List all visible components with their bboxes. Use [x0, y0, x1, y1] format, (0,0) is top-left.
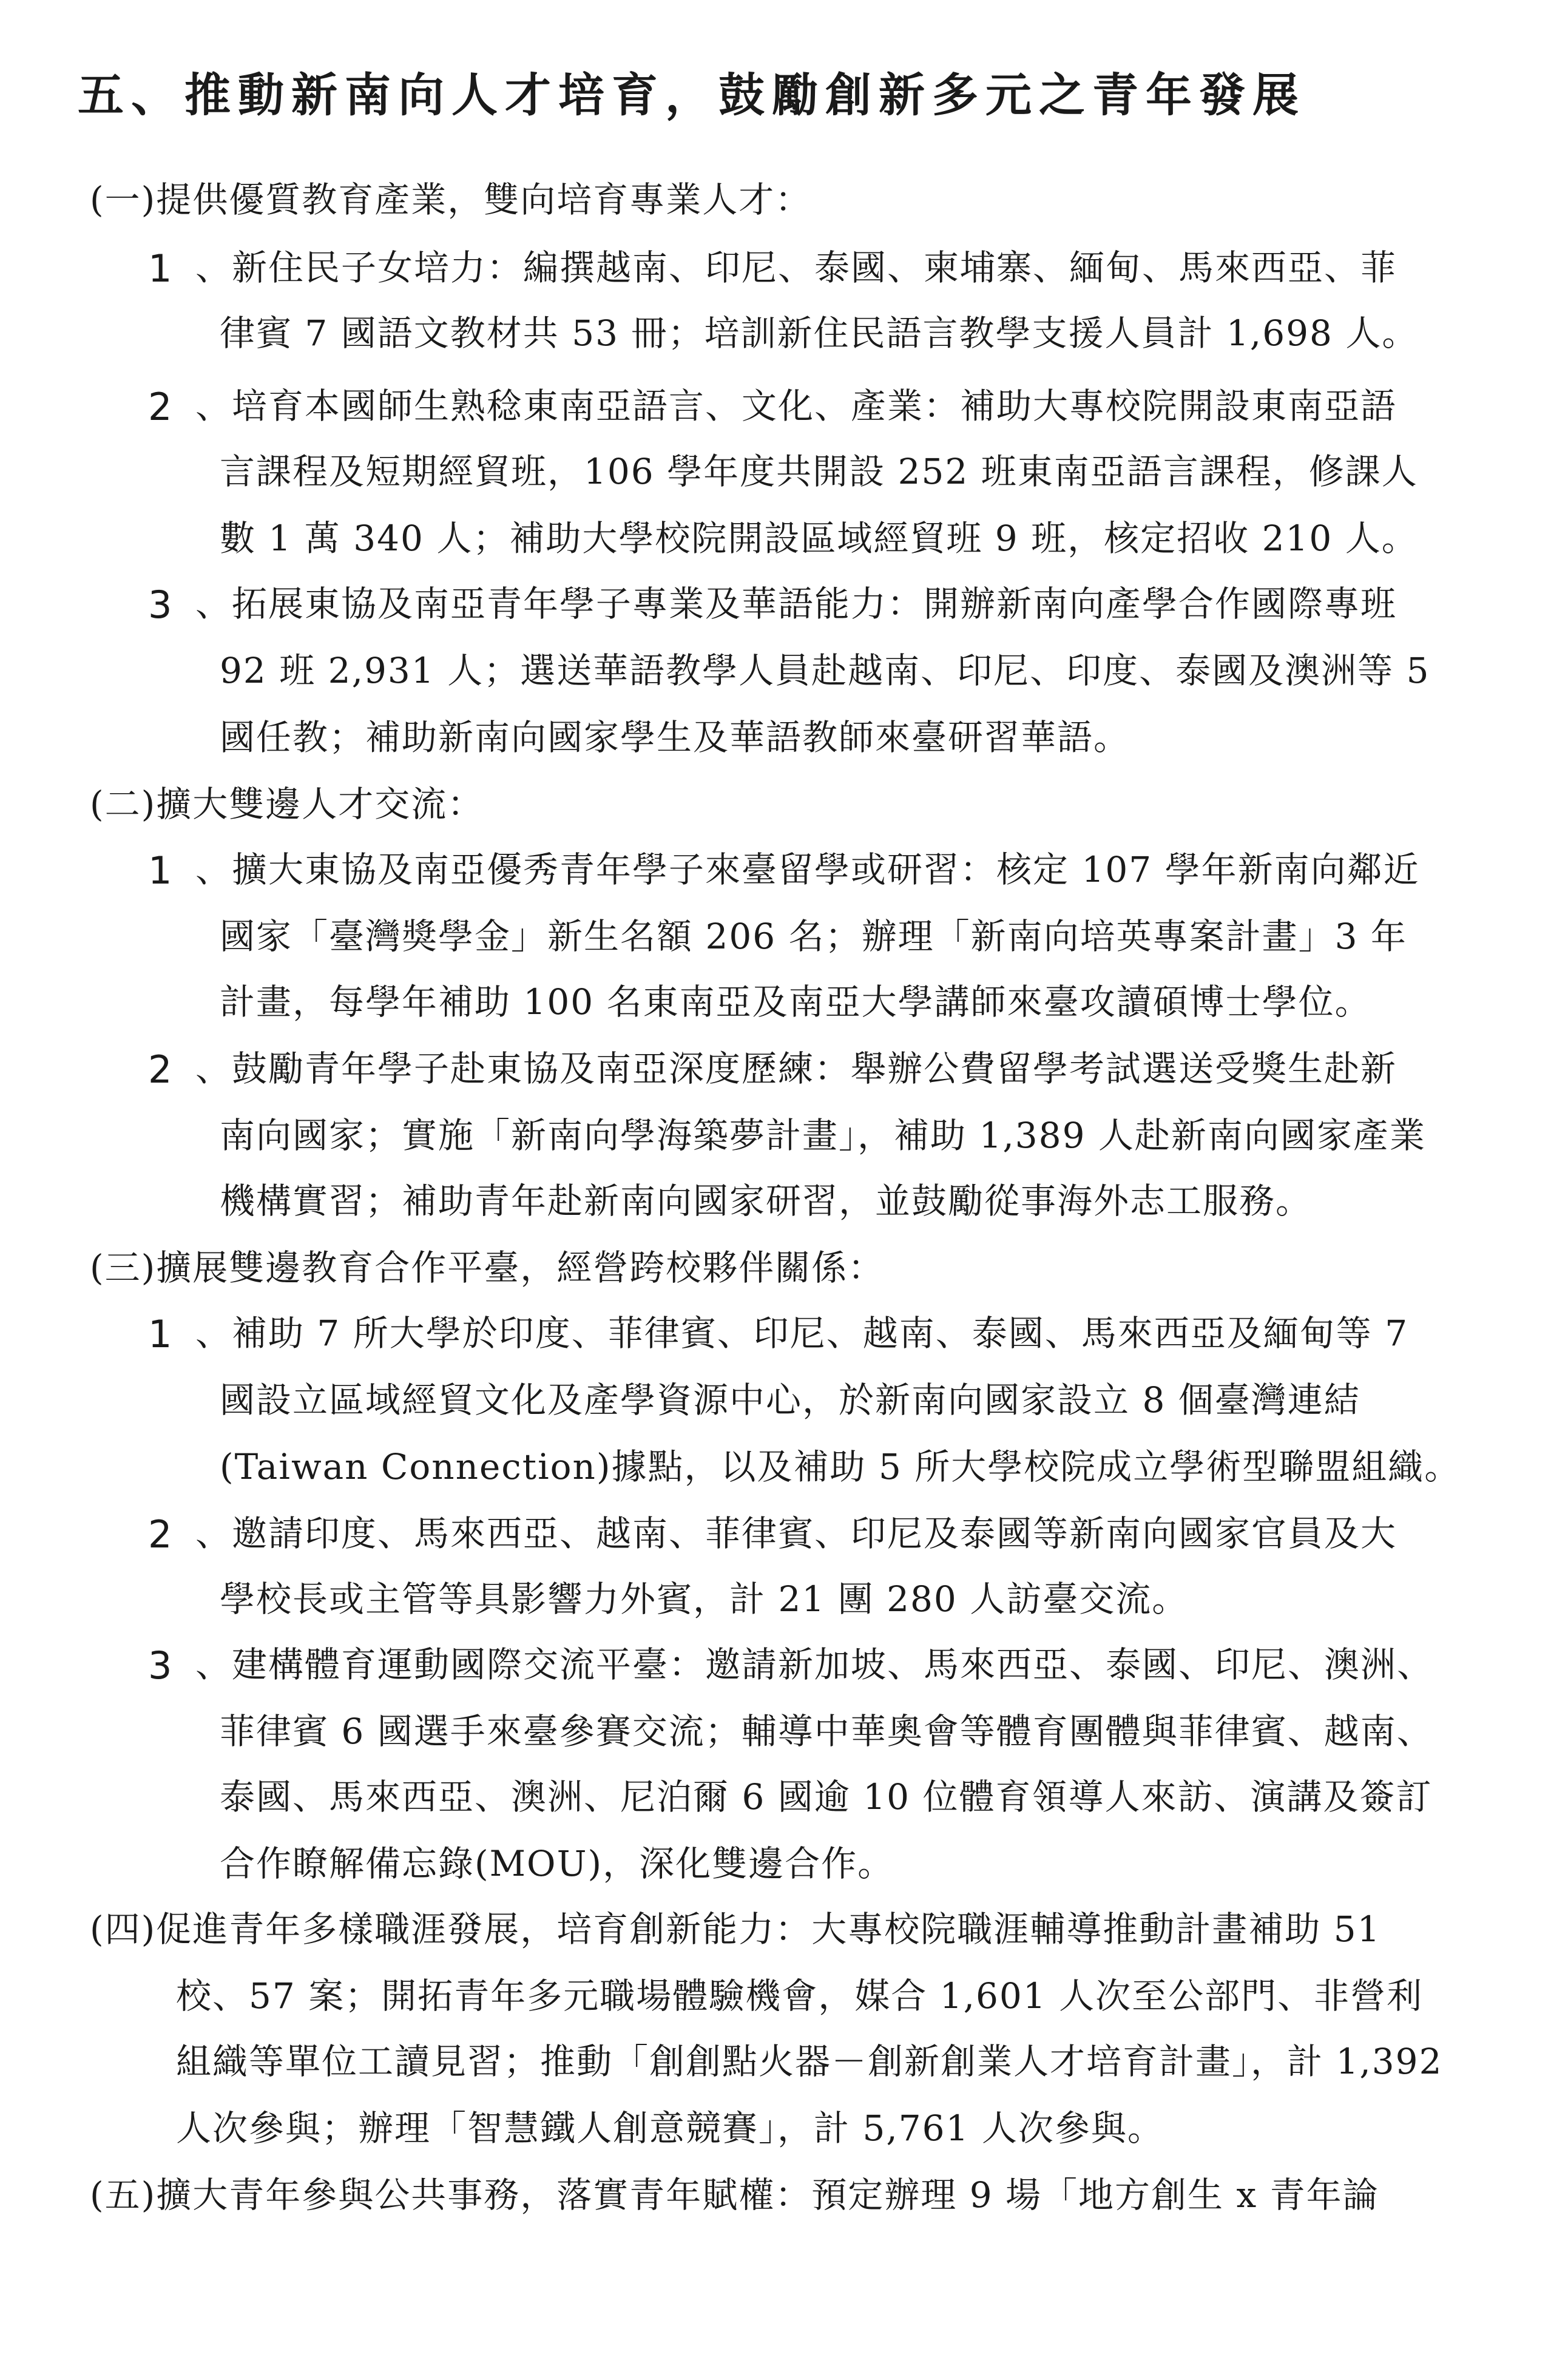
- section-2-item-2-num: 2: [148, 1047, 172, 1092]
- section-1-item-1-num: 1: [148, 246, 172, 291]
- section-1-item-2-line-3: 數 1 萬 340 人；補助大學校院開設區域經貿班 9 班，核定招收 210 人。: [220, 518, 1418, 559]
- section-1-item-2-line-1: 、培育本國師生熟稔東南亞語言、文化、產業：補助大專校院開設東南亞語: [195, 385, 1397, 427]
- section-3-item-1-line-1: 、補助 7 所大學於印度、菲律賓、印尼、越南、泰國、馬來西亞及緬甸等 7: [195, 1313, 1409, 1354]
- section-1-title: (一)提供優質教育產業，雙向培育專業人才：: [90, 179, 812, 220]
- section-2-item-1-num: 1: [148, 848, 172, 893]
- section-3-item-2-line-2: 學校長或主管等具影響力外賓，計 21 團 280 人訪臺交流。: [220, 1578, 1189, 1620]
- section-3-item-2-line-1: 、邀請印度、馬來西亞、越南、菲律賓、印尼及泰國等新南向國家官員及大: [195, 1513, 1397, 1554]
- section-2-item-2-line-1: 、鼓勵青年學子赴東協及南亞深度歷練：舉辦公費留學考試選送受獎生赴新: [195, 1048, 1397, 1089]
- section-4-title: (四)促進青年多樣職涯發展，培育創新能力：大專校院職涯輔導推動計畫補助 51: [90, 1909, 1381, 1950]
- section-2-item-1-line-2: 國家「臺灣獎學金」新生名額 206 名；辦理「新南向培英專案計畫」3 年: [220, 916, 1407, 957]
- section-3-title: (三)擴展雙邊教育合作平臺，經營跨校夥伴關係：: [90, 1247, 885, 1288]
- section-3-item-3-line-4: 合作瞭解備忘錄(MOU)，深化雙邊合作。: [220, 1843, 894, 1884]
- section-1-item-3-line-3: 國任教；補助新南向國家學生及華語教師來臺研習華語。: [220, 717, 1130, 758]
- section-4-line-4: 人次參與；辦理「智慧鐵人創意競賽」，計 5,761 人次參與。: [176, 2108, 1164, 2149]
- section-3-item-1-line-2: 國設立區域經貿文化及產學資源中心，於新南向國家設立 8 個臺灣連結: [220, 1379, 1360, 1421]
- section-2-item-2-line-3: 機構實習；補助青年赴新南向國家研習，並鼓勵從事海外志工服務。: [220, 1180, 1313, 1222]
- section-3-item-3-line-3: 泰國、馬來西亞、澳洲、尼泊爾 6 國逾 10 位體育領導人來訪、演講及簽訂: [220, 1776, 1433, 1817]
- document-heading: 五、推動新南向人才培育，鼓勵創新多元之青年發展: [78, 68, 1306, 122]
- section-4-line-3: 組織等單位工讀見習；推動「創創點火器－創新創業人才培育計畫」，計 1,392: [176, 2041, 1443, 2082]
- section-2-title: (二)擴大雙邊人才交流：: [90, 783, 484, 825]
- section-3-item-3-line-1: 、建構體育運動國際交流平臺：邀請新加坡、馬來西亞、泰國、印尼、澳洲、: [195, 1644, 1434, 1685]
- section-3-item-1-num: 1: [148, 1312, 172, 1356]
- section-3-item-1-line-3: (Taiwan Connection)據點，以及補助 5 所大學校院成立學術型聯盟組織。: [220, 1446, 1461, 1487]
- section-1-item-1-line-2: 律賓 7 國語文教材共 53 冊；培訓新住民語言教學支援人員計 1,698 人。: [220, 313, 1419, 354]
- section-3-item-3-num: 3: [148, 1643, 172, 1688]
- section-1-item-2-num: 2: [148, 385, 172, 429]
- section-5-title: (五)擴大青年參與公共事務，落實青年賦權：預定辦理 9 場「地方創生 x 青年論: [90, 2174, 1379, 2216]
- section-2-item-1-line-1: 、擴大東協及南亞優秀青年學子來臺留學或研習：核定 107 學年新南向鄰近: [195, 849, 1420, 890]
- section-2-item-2-line-2: 南向國家；實施「新南向學海築夢計畫」，補助 1,389 人赴新南向國家產業: [220, 1115, 1426, 1156]
- section-1-item-1-line-1: 、新住民子女培力：編撰越南、印尼、泰國、柬埔寨、緬甸、馬來西亞、菲: [195, 247, 1397, 288]
- section-1-item-2-line-2: 言課程及短期經貿班，106 學年度共開設 252 班東南亞語言課程，修課人: [220, 451, 1418, 492]
- section-1-item-3-num: 3: [148, 583, 172, 627]
- section-1-item-3-line-1: 、拓展東協及南亞青年學子專業及華語能力：開辦新南向產學合作國際專班: [195, 583, 1397, 624]
- section-3-item-2-num: 2: [148, 1512, 172, 1557]
- section-1-item-3-line-2: 92 班 2,931 人；選送華語教學人員赴越南、印尼、印度、泰國及澳洲等 5: [220, 650, 1430, 691]
- section-4-line-2: 校、57 案；開拓青年多元職場體驗機會，媒合 1,601 人次至公部門、非營利: [176, 1975, 1424, 2017]
- section-3-item-3-line-2: 菲律賓 6 國選手來臺參賽交流；輔導中華奧會等體育團體與菲律賓、越南、: [220, 1711, 1433, 1752]
- section-2-item-1-line-3: 計畫，每學年補助 100 名東南亞及南亞大學講師來臺攻讀碩博士學位。: [220, 981, 1371, 1023]
